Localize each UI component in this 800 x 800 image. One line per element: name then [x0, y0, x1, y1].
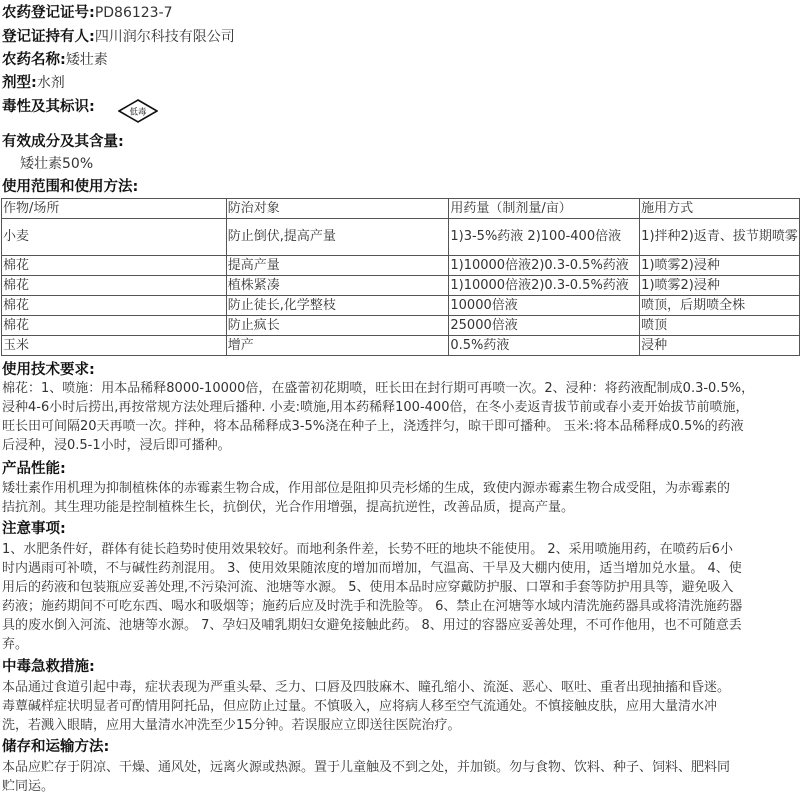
table-cell: 玉米 [2, 336, 227, 356]
table-cell: 25000倍液 [449, 316, 640, 336]
table-header-row [2, 199, 800, 219]
table-header-cell: 施用方式 [640, 199, 800, 219]
table-cell: 棉花 [2, 276, 227, 296]
text-line: 毒蕈碱样症状明显者可酌情用阿托品，但应防止过量。不慎吸入，应将病人移至空气流通处。不慎接触皮肤，应用大量清水冲 [2, 699, 718, 714]
first-aid-paragraph [2, 678, 798, 735]
registration-number-label: 农药登记证号: [2, 5, 95, 21]
toxicity-row [2, 96, 95, 118]
table-row [2, 336, 800, 356]
text-line: 本品通过食道引起中毒，症状表现为严重头晕、乏力、口唇及四肢麻木、瞳孔缩小、流涎、恶心、呕吐、重者出现抽搐和昏迷。 [2, 680, 731, 695]
toxicity-badge-text: 低毒 [129, 107, 147, 118]
usage-heading: 使用范围和使用方法: [2, 179, 139, 195]
product-name-value: 矮壮素 [65, 52, 108, 68]
text-line: 用后的药液和包装瓶应妥善处理,不污染河流、池塘等水源。 5、使用本品时应穿戴防护服、口罩和手套等防护用具等，避免吸入 [2, 580, 734, 595]
table-cell: 1)喷雾2)浸种 [640, 256, 800, 276]
storage-heading: 储存和运输方法: [2, 739, 110, 755]
table-header-cell: 防治对象 [226, 199, 449, 219]
text-line: 后浸种，浸0.5-1小时，浸后即可播种。 [2, 438, 231, 453]
table-cell: 增产 [226, 336, 449, 356]
text-line: 贮同运。 [2, 779, 55, 794]
table-cell: 防止徒长,化学整枝 [226, 296, 449, 316]
text-line: 弃。 [2, 637, 29, 652]
table-cell: 1)10000倍液2)0.3-0.5%药液 [449, 256, 640, 276]
performance-heading: 产品性能: [2, 461, 66, 477]
text-line: 具的废水倒入河流、池塘等水源。 7、孕妇及哺乳期妇女避免接触此药。 8、用过的容器应妥善处理，不可作他用，也不可随意丢 [2, 618, 742, 633]
table-cell: 1)3-5%药液 2)100-400倍液 [449, 219, 640, 256]
holder-label: 登记证持有人: [2, 29, 95, 45]
formulation-label: 剂型: [2, 75, 37, 91]
table-cell: 提高产量 [226, 256, 449, 276]
table-cell: 浸种 [640, 336, 800, 356]
table-cell: 植株紧凑 [226, 276, 449, 296]
text-line: 矮壮素作用机理为抑制植株体的赤霉素生物合成，作用部位是阻抑贝壳杉烯的生成，致使内源赤霉素生物合成受阻，为赤霉素的 [2, 481, 731, 496]
table-cell: 防止倒伏,提高产量 [226, 219, 449, 256]
text-line: 浸种4-6小时后捞出,再按常规方法处理后播种. 小麦:喷施,用本药稀释100-400倍，在冬小麦返青拔节前或春小麦开始拔节前喷施， [2, 400, 749, 415]
text-line: 药液；施药期间不可吃东西、喝水和吸烟等；施药后应及时洗手和洗脸等。 6、禁止在河塘等水域内清洗施药器具或将清洗施药器 [2, 599, 743, 614]
table-row [2, 256, 800, 276]
cautions-heading: 注意事项: [2, 521, 66, 537]
tech-heading: 使用技术要求: [2, 362, 95, 378]
text-line: 棉花：1、喷施：用本品稀释8000-10000倍，在盛蕾初花期喷，旺长田在封行期可再喷一次。2、浸种：将药液配制成0.3-0.5%， [2, 381, 755, 396]
toxicity-label: 毒性及其标识: [2, 99, 95, 115]
performance-paragraph [2, 479, 798, 517]
table-cell: 1)拌种2)返青、拔节期喷雾 [640, 219, 800, 256]
table-header-cell: 作物/场所 [2, 199, 227, 219]
table-cell: 棉花 [2, 296, 227, 316]
text-line: 旺长田可间隔20天再喷一次。拌种，将本品稀释成3-5%浇在种子上，浇透拌匀，晾干即可播种。 玉米:将本品稀释成0.5%的药液 [2, 419, 744, 434]
low-toxicity-diamond-icon [118, 99, 158, 123]
table-row [2, 219, 800, 256]
table-cell: 棉花 [2, 256, 227, 276]
text-line: 本品应贮存于阴凉、干燥、通风处，远离火源或热源。置于儿童触及不到之处，并加锁。勿与食物、饮料、种子、饲料、肥料同 [2, 760, 731, 775]
table-header-cell: 用药量（制剂量/亩） [449, 199, 640, 219]
table-cell: 1)10000倍液2)0.3-0.5%药液 [449, 276, 640, 296]
table-cell: 小麦 [2, 219, 227, 256]
text-line: 1、水肥条件好，群体有徒长趋势时使用效果较好。而地利条件差，长势不旺的地块不能使用。 2、采用喷施用药，在喷药后6小 [2, 542, 733, 557]
formulation-value: 水剂 [36, 75, 65, 91]
ingredients-heading: 有效成分及其含量: [2, 134, 124, 150]
text-line: 时内遇雨可补喷，不与碱性药剂混用。 3、使用效果随浓度的增加而增加，气温高、干旱及大棚内使用，适当增加兑水量。 4、使 [2, 561, 742, 576]
product-name-row [2, 49, 108, 71]
table-row [2, 276, 800, 296]
cautions-paragraph [2, 540, 798, 654]
table-cell: 10000倍液 [449, 296, 640, 316]
storage-paragraph [2, 758, 798, 796]
usage-table [1, 198, 800, 356]
formulation-row [2, 72, 65, 94]
table-cell: 防止疯长 [226, 316, 449, 336]
registration-number-row [2, 2, 173, 24]
text-line: 拮抗剂。其生理功能是控制植株生长，抗倒伏，光合作用增强，提高抗逆性，改善品质，提高产量。 [2, 500, 575, 515]
registration-number-value: PD86123-7 [94, 5, 173, 21]
table-cell: 喷顶 [640, 316, 800, 336]
product-name-label: 农药名称: [2, 52, 66, 68]
text-line: 洗，若溅入眼睛，应用大量清水冲洗至少15分钟。若误服应立即送往医院治疗。 [2, 718, 461, 733]
table-row [2, 296, 800, 316]
holder-value: 四川润尔科技有限公司 [94, 29, 235, 45]
table-row [2, 316, 800, 336]
table-cell: 0.5%药液 [449, 336, 640, 356]
table-cell: 棉花 [2, 316, 227, 336]
table-cell: 1)喷雾2)浸种 [640, 276, 800, 296]
tech-paragraph [2, 379, 798, 455]
holder-row [2, 26, 235, 48]
table-cell: 喷顶，后期喷全株 [640, 296, 800, 316]
first-aid-heading: 中毒急救措施: [2, 659, 95, 675]
ingredients-value: 矮壮素50% [20, 156, 94, 172]
